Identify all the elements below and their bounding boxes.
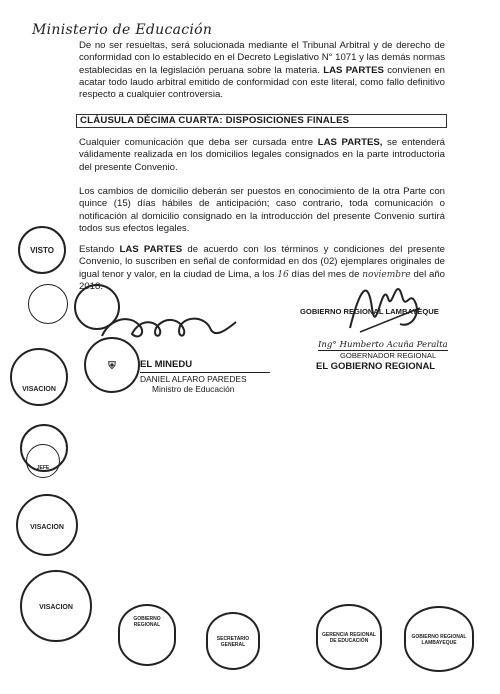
p4-c: días del mes de [291, 268, 360, 280]
minedu-name: DANIEL ALFARO PAREDES [140, 372, 270, 384]
gob-stamp-text: GOBIERNO REGIONAL LAMBAYEQUE [300, 307, 439, 316]
gob-title: GOBERNADOR REGIONAL [318, 350, 448, 361]
gerencia-stamp: GERENCIA REGIONAL DE EDUCACIÓN [316, 604, 382, 670]
p1-text: De no ser resueltas, será solucionada mediante el Tribunal Arbitral y de derecho de conformidad con lo establecido en el Decreto Legislativo N° 1071 y las demás normas establecidas en la legislación peruana sobre la materia. [79, 40, 445, 76]
gob-name: Ing° Humberto Acuña Peralta [318, 340, 448, 350]
p2-bold: LAS PARTES, [317, 137, 383, 148]
clause-title: CLÁUSULA DÉCIMA CUARTA: DISPOSICIONES FINALES [76, 114, 447, 128]
minedu-org: EL MINEDU [140, 359, 193, 370]
p4-b: de acuerdo con los términos y condiciones del presente Convenio, lo suscriben en señal de conformidad en dos (02) ejemplares originales de igual tenor y valor, en la ciudad de Lima, a los [79, 244, 445, 280]
p1-end: convienen en acatar todo laudo arbitral emitido de conformidad con este literal, como fallo definitivo respecto a cualquier controversia. [79, 64, 445, 101]
paragraph-domicile: Los cambios de domicilio deberán ser puestos en conocimiento de la otra Parte con quince (15) días hábiles de anticipación; caso contrario, toda comunicación o notificación al domicilio consignado en la introducción del presente Convenio surtirá todos sus efectos legales. [79, 186, 445, 234]
stamp-small-1 [28, 284, 68, 324]
visacion-stamp-2: VISACION [16, 494, 78, 556]
p4-d: del año 2018. [79, 268, 446, 292]
gob-regional-stamp-1: GOBIERNO REGIONAL [118, 604, 176, 666]
ministry-crest-stamp: ⛨ [84, 337, 140, 393]
handwritten-day: 16 [277, 269, 289, 280]
p2-a: Cualquier comunicación que deba ser cursada entre [79, 137, 314, 148]
p4-bold: LAS PARTES [119, 244, 183, 255]
gob-name-block [318, 340, 448, 361]
secretario-stamp: SECRETARIO GENERAL [206, 612, 260, 670]
stamp-round-2 [74, 284, 120, 330]
gob-signature-block [300, 307, 460, 317]
minedu-signature-block [140, 360, 270, 394]
ministry-header: Ministerio de Educación [32, 22, 213, 38]
p2-b: se entenderá válidamente realizada en los domicilios legales consignados en la parte introductoria del presente Convenio. [79, 137, 445, 173]
gob-lambayeque-stamp: GOBIERNO REGIONAL LAMBAYEQUE [404, 606, 474, 672]
visacion-stamp-3: VISACION [20, 570, 92, 642]
p4-a: Estando [79, 244, 115, 255]
paragraph-communication [79, 137, 445, 174]
jefe-stamp: JEFE [26, 444, 60, 478]
gob-org: EL GOBIERNO REGIONAL [316, 361, 436, 372]
visto-stamp: VISTO [18, 226, 66, 274]
minedu-title: Ministro de Educación [152, 384, 235, 394]
visacion-stamp-1: VISACION [10, 348, 68, 406]
p1-bold: LAS PARTES [323, 64, 384, 76]
paragraph-arbitration [79, 40, 445, 101]
handwritten-month: noviembre [362, 269, 411, 280]
